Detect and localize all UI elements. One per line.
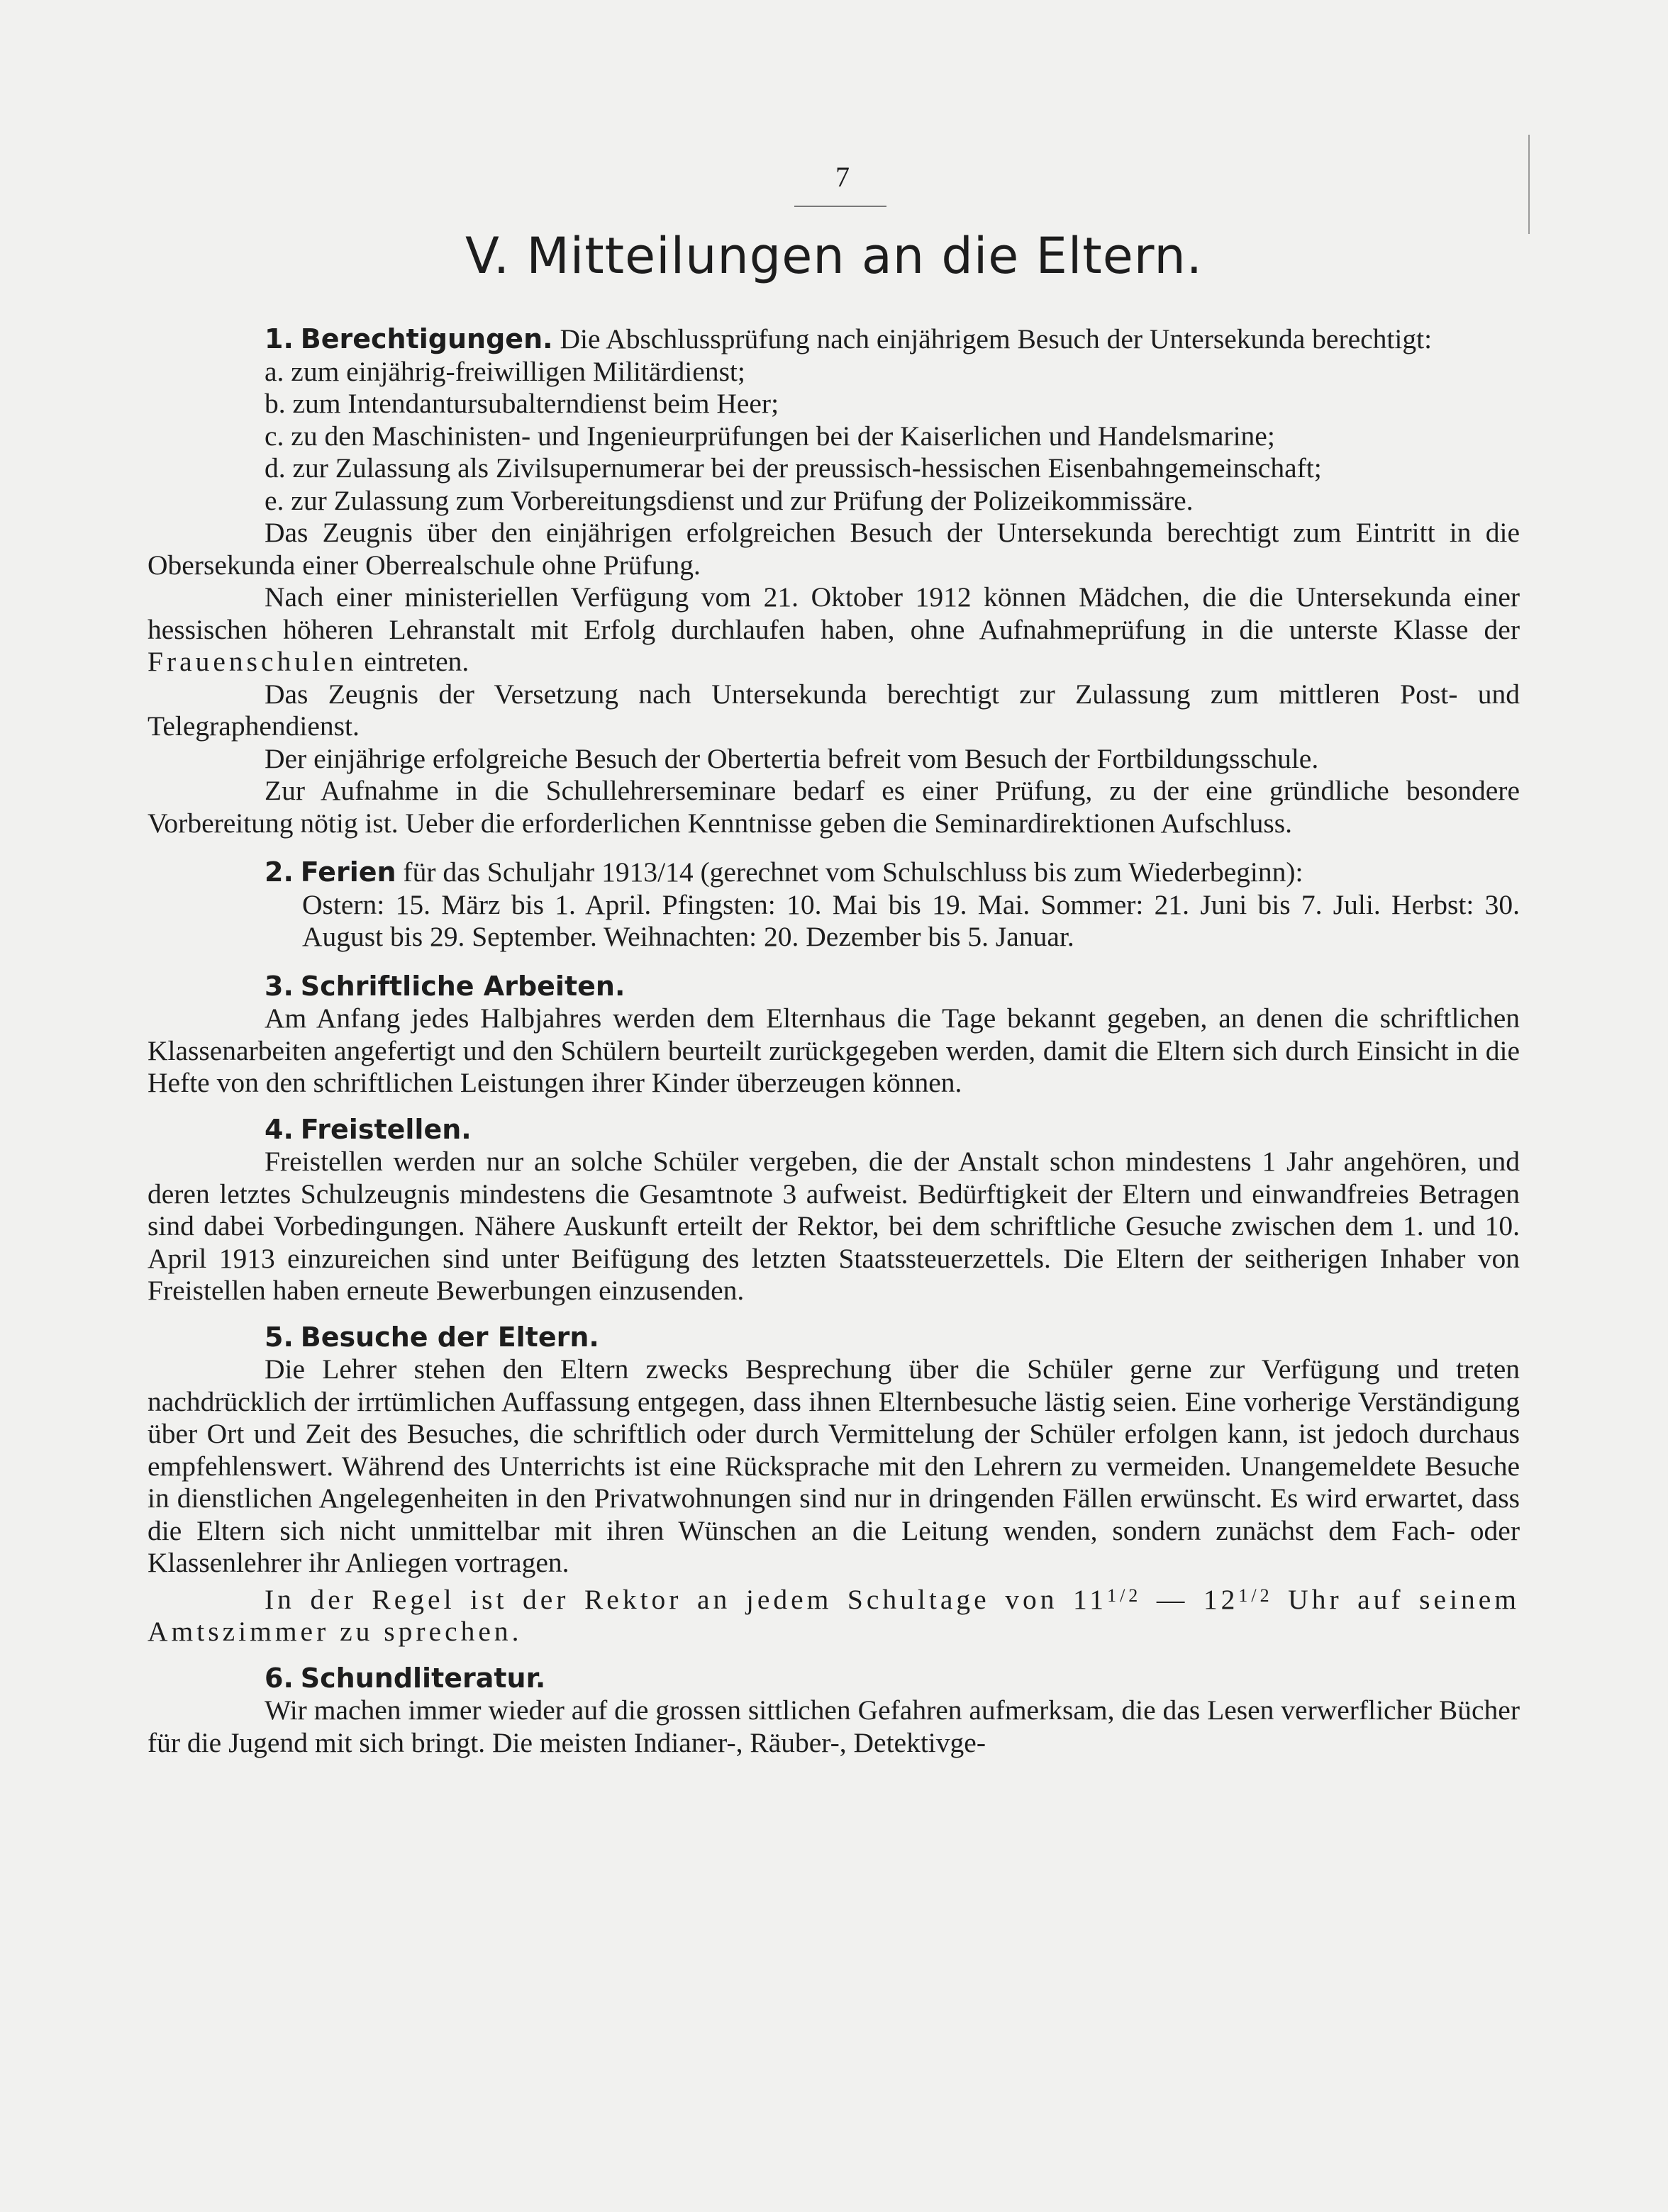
paragraph-text: In der Regel ist der Rektor an jedem Schultage von: [265, 1583, 1058, 1615]
paragraph: Der einjährige erfolgreiche Besuch der Obertertia befreit vom Besuch der Fortbildungsschule.: [265, 742, 1319, 774]
list-item: d. zur Zulassung als Zivilsupernumerar bei der preussisch-hessischen Eisenbahngemeinschaft;: [265, 452, 1322, 484]
section-number: 5.: [265, 1321, 294, 1353]
spaced-emphasis: Frauenschulen: [148, 646, 357, 677]
time-value: [1073, 1584, 1141, 1615]
scan-edge-mark: [1528, 135, 1530, 234]
section-title: Besuche der Eltern.: [300, 1321, 599, 1353]
time-fraction: 1/2: [1107, 1585, 1142, 1606]
section-title: Freistellen.: [300, 1113, 472, 1145]
list-item: a. zum einjährig-freiwilligen Militärdienst;: [265, 355, 745, 387]
paragraph-text: Uhr auf seinem Amtszimmer zu sprechen.: [148, 1583, 1520, 1647]
section-number: 6.: [265, 1662, 294, 1694]
section-number: 3.: [265, 970, 294, 1002]
list-item: c. zu den Maschinisten- und Ingenieurprüfungen bei der Kaiserlichen und Handelsmarine;: [265, 420, 1275, 452]
section-besuche: [148, 1322, 1520, 1354]
section-schund: [148, 1663, 1520, 1695]
time-value: [1203, 1584, 1273, 1615]
holiday-dates: Ostern: 15. März bis 1. April. Pfingsten: 10. Mai bis 19. Mai. Sommer: 21. Juni bis 7. Juli. Herbst: 30. August bis 29. September. Weihnachten: 20. Dezember bis 5. Januar.: [302, 888, 1520, 952]
office-hours: [148, 1580, 1520, 1648]
time-fraction: 1/2: [1238, 1585, 1273, 1606]
section-number: 4.: [265, 1113, 294, 1145]
section-intro: für das Schuljahr 1913/14 (gerechnet vom Schulschluss bis zum Wiederbeginn):: [403, 856, 1303, 888]
paragraph: Am Anfang jedes Halbjahres werden dem Elternhaus die Tage bekannt gegeben, an denen die schriftlichen Klassenarbeiten angefertigt und den Schülern beurteilt zurückgegeben werden, damit die Eltern sich durch Einsicht in die Hefte von den schriftlichen Leistungen ihrer Kinder überzeugen können.: [148, 1002, 1520, 1098]
section-title: Schriftliche Arbeiten.: [300, 970, 626, 1002]
page-number-rule: [794, 206, 886, 207]
paragraph: Die Lehrer stehen den Eltern zwecks Besprechung über die Schüler gerne zur Verfügung und treten nachdrücklich der irrtümlichen Auffassung entgegen, dass ihnen Elternbesuche lästig seien. Eine vorherige Verständigung über Ort und Zeit des Besuches, die schriftlich oder durch Vermittelung der Schüler erfolgen kann, ist jedoch durchaus empfehlenswert. Während des Unterrichts ist eine Rücksprache mit den Lehrern zu vermeiden. Unangemeldete Besuche in dienstlichen Angelegenheiten in den Privatwohnungen sind nur in dringenden Fällen erwünscht. Es wird erwartet, dass die Eltern sich nicht unmittelbar mit ihren Wünschen an die Leitung wenden, sondern zunächst dem Fach- oder Klassenlehrer ihr Anliegen vortragen.: [148, 1353, 1520, 1578]
section-number: 2.: [265, 856, 294, 888]
section-intro: Die Abschlussprüfung nach einjährigem Besuch der Untersekunda berechtigt:: [560, 323, 1433, 354]
time-whole: 12: [1203, 1583, 1239, 1615]
paragraph: [148, 581, 1520, 678]
paragraph: Das Zeugnis über den einjährigen erfolgreichen Besuch der Untersekunda berechtigt zum Eintritt in die Obersekunda einer Oberrealschule ohne Prüfung.: [148, 517, 1520, 581]
paragraph: Zur Aufnahme in die Schullehrerseminare bedarf es einer Prüfung, zu der eine gründliche besondere Vorbereitung nötig ist. Ueber die erforderlichen Kenntnisse geben die Seminardirektionen Aufschluss.: [148, 775, 1520, 839]
page-heading: V. Mitteilungen an die Eltern.: [465, 227, 1203, 285]
time-whole: 11: [1073, 1583, 1108, 1615]
paragraph: Das Zeugnis der Versetzung nach Untersekunda berechtigt zur Zulassung zum mittleren Post- und Telegraphendienst.: [148, 678, 1520, 742]
time-dash: —: [1141, 1583, 1203, 1615]
section-title: Ferien: [300, 856, 396, 888]
body-text: [148, 323, 1520, 1759]
paragraph-text: Nach einer ministeriellen Verfügung vom 21. Oktober 1912 können Mädchen, die die Untersekunda einer hessischen höheren Lehranstalt mit Erfolg durchlaufen haben, ohne Aufnahmeprüfung in die unterste Klasse der: [148, 581, 1520, 645]
section-number: 1.: [265, 323, 294, 354]
paragraph: Wir machen immer wieder auf die grossen sittlichen Gefahren aufmerksam, die das Lesen verwerflicher Bücher für die Jugend mit sich bringt. Die meisten Indianer-, Räuber-, Detektivge-: [148, 1694, 1520, 1758]
section-title: Berechtigungen.: [300, 323, 553, 354]
section-arbeiten: [148, 971, 1520, 1003]
section-ferien: [148, 856, 1520, 889]
section-freistellen: [148, 1114, 1520, 1146]
paragraph: Freistellen werden nur an solche Schüler vergeben, die der Anstalt schon mindestens 1 Jahr angehören, und deren letztes Schulzeugnis mindestens die Gesamtnote 3 aufweist. Bedürftigkeit der Eltern und einwandfreies Betragen sind dabei Vorbedingungen. Nähere Auskunft erteilt der Rektor, bei dem schriftliche Gesuche zwischen dem 1. und 10. April 1913 einzureichen sind unter Beifügung des letzten Staatssteuerzettels. Die Eltern der seitherigen Inhaber von Freistellen haben erneute Bewerbungen einzusenden.: [148, 1146, 1520, 1306]
list-item: b. zum Intendantursubalterndienst beim Heer;: [265, 388, 779, 419]
page-number: 7: [835, 161, 850, 193]
section-title: Schundliteratur.: [300, 1662, 546, 1694]
paragraph-text: eintreten.: [364, 646, 469, 677]
list-item: e. zur Zulassung zum Vorbereitungsdienst und zur Prüfung der Polizeikommissäre.: [265, 484, 1194, 516]
section-berechtigungen: [148, 323, 1520, 356]
